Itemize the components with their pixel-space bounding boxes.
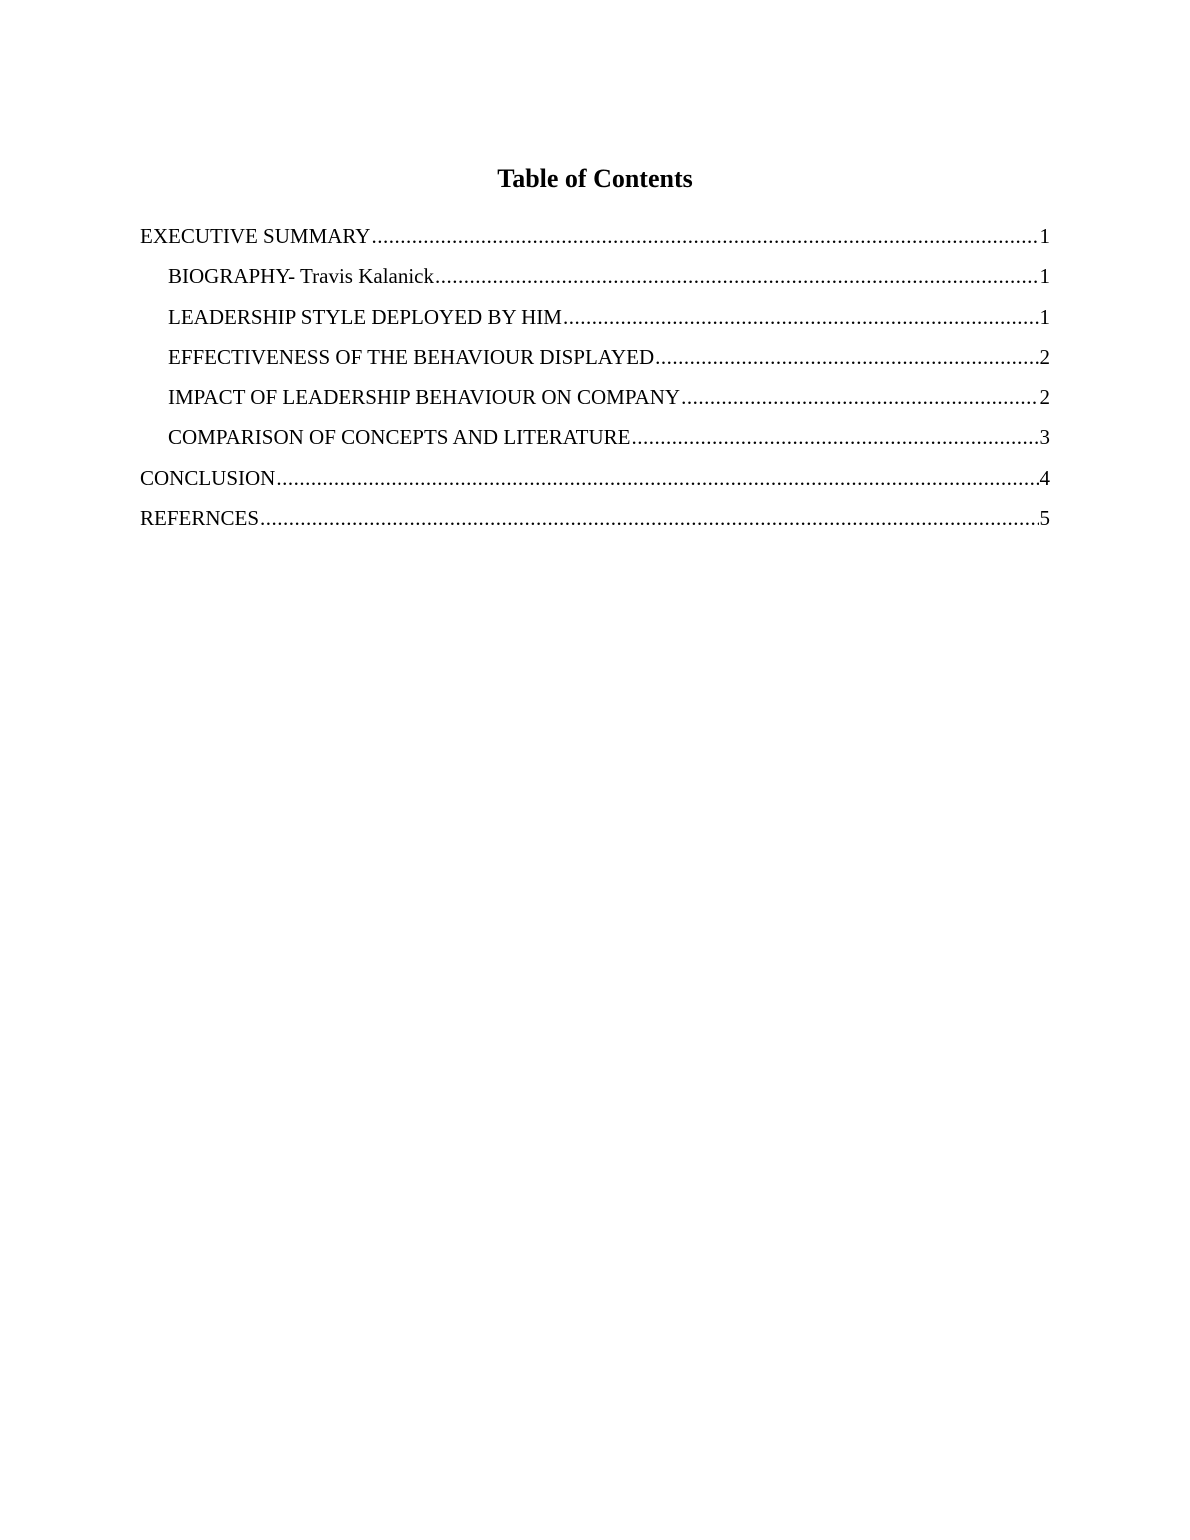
toc-list <box>140 222 1050 544</box>
toc-entry-text: BIOGRAPHY- Travis Kalanick <box>168 264 435 289</box>
toc-entry-text: COMPARISON OF CONCEPTS AND LITERATURE <box>168 425 631 450</box>
toc-entry-page: 1 <box>1039 264 1050 289</box>
toc-title: Table of Contents <box>497 164 693 193</box>
toc-entry-biography[interactable] <box>140 262 1050 302</box>
toc-entry-text: REFERNCES <box>140 506 260 531</box>
toc-entry-page: 3 <box>1039 425 1050 450</box>
toc-leader-dots <box>631 423 1038 451</box>
toc-leader-dots <box>260 504 1038 532</box>
toc-entry-references[interactable] <box>140 504 1050 544</box>
toc-entry-text: CONCLUSION <box>140 465 276 490</box>
toc-entry-impact[interactable] <box>140 383 1050 423</box>
toc-leader-dots <box>371 222 1038 250</box>
toc-leader-dots <box>655 343 1038 371</box>
toc-entry-effectiveness[interactable] <box>140 343 1050 383</box>
toc-entry-page: 1 <box>1039 304 1050 329</box>
toc-entry-text: IMPACT OF LEADERSHIP BEHAVIOUR ON COMPANY <box>168 385 681 410</box>
toc-entry-executive-summary[interactable] <box>140 222 1050 262</box>
toc-entry-page: 1 <box>1039 224 1050 248</box>
toc-entry-text: EXECUTIVE SUMMARY <box>140 224 371 248</box>
toc-entry-text: EFFECTIVENESS OF THE BEHAVIOUR DISPLAYED <box>168 344 655 369</box>
toc-entry-conclusion[interactable] <box>140 464 1050 504</box>
toc-entry-page: 2 <box>1039 344 1050 369</box>
toc-leader-dots <box>681 383 1038 411</box>
toc-leader-dots <box>435 262 1038 290</box>
toc-entry-text: LEADERSHIP STYLE DEPLOYED BY HIM <box>168 304 562 329</box>
toc-entry-leadership-style[interactable] <box>140 303 1050 343</box>
toc-leader-dots <box>276 464 1038 492</box>
toc-leader-dots <box>563 303 1039 331</box>
toc-entry-page: 2 <box>1039 385 1050 410</box>
toc-entry-page: 4 <box>1039 465 1050 490</box>
toc-entry-page: 5 <box>1039 506 1050 531</box>
toc-entry-comparison[interactable] <box>140 423 1050 463</box>
